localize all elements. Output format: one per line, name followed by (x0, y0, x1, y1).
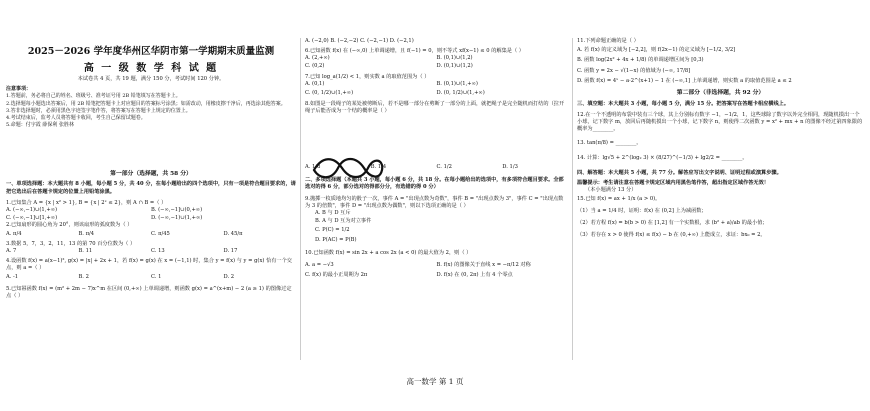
option-d: D. f(x) 在 (0, 2π) 上有 4 个零点 (436, 272, 513, 279)
question-9-option-c: C. P(C) = 1/2 (315, 226, 350, 233)
section-1-heading: 一、单项选择题：本大题共有 8 小题，每小题 5 分，共 40 分，在每小题给出的四个选项中，只有一项是符合题目要求的，请把它选出后在答题卡规定的位置上用铅笔涂黑。 (6, 181, 296, 195)
option-d: D. 17 (223, 248, 238, 255)
exam-notes (6, 86, 296, 130)
question-10-options (305, 262, 568, 269)
option-c: C. 13 (151, 248, 165, 255)
option-c: C. 1 (151, 274, 162, 281)
option-b: B. 2 (78, 274, 89, 281)
option-a: A. (0,1) (305, 80, 325, 87)
option-a: A. (2,+∞) (305, 55, 330, 62)
question-4-options (6, 274, 296, 281)
exam-meta: 本试卷共 4 页，共 19 题，满分 150 分，考试时间 120 分钟。 (77, 76, 225, 82)
question-3: 3.数据 5，7，3，2，11，13 的第 70 百分位数为（ ） (6, 240, 136, 247)
note-item: 4.考试结束后，监考人员将答题卡收回，考生自己保留试题卷。 (6, 115, 146, 121)
option-a: A. 7 (6, 248, 17, 255)
note-item: 5.命题：付宇霞 薛保利 张胜林 (6, 122, 74, 129)
column-divider (300, 38, 301, 360)
exam-subtitle: 高 一 级 数 学 科 试 题 (83, 63, 219, 74)
score-note: （本小题满分 13 分） (585, 187, 637, 194)
question-9: 9.抛掷一枚质地均匀的骰子一次，事件 A = "出现点数为奇数"，事件 B = "出现点数为 3"，事件 C = "出现点数为 3 的倍数"，事件 D = "出现点数为偶数"，则以下选项正确的是（ ） (305, 196, 564, 210)
notes-heading: 注意事项： (6, 86, 32, 92)
knot-figure (312, 150, 386, 184)
question-11-option-d: D. 函数 f(x) = 4ˣ − a·2^(x+1) − 1 在 (−∞,1] 上单调递增，则实数 a 的取值范围是 a ≤ 2 (577, 77, 792, 84)
question-8: 8.如图是一段绳子的某处被剪断后，若不是哪一部分在剪断了一部分的上面，就把绳子是完全随机而打结的（拉开绳子后能否成为一个结的概率是（ ） (305, 101, 565, 115)
question-6-options (305, 63, 568, 70)
option-b: B. 11 (78, 248, 93, 255)
option-c: C. f(x) 的最小正周期为 2π (305, 272, 368, 279)
question-1-options (6, 215, 296, 222)
option-c: C. (−∞,−1]∪[1,+∞) (6, 214, 58, 221)
column-divider (572, 38, 573, 360)
question-11-option-b: B. 函数 log(2x² + 4x + 1/8) 的单调递增区间为 [0,3) (577, 57, 704, 64)
question-10: 10.已知函数 f(x) = sin 2x + a cos 2x (a < 0) 的最大值为 2，则（ ） (305, 250, 472, 257)
section-4-heading: 四、解答题：本大题共 5 小题，共 77 分。解答应写出文字说明、证明过程或演算步骤。 (577, 169, 782, 176)
question-9-option-a: A. B 与 D 互斥 (315, 210, 351, 217)
column-1 (6, 170, 296, 300)
question-6: 6.已知函数 f(x) 在 (−∞,0) 上单调递增，且 f(−1) = 0，则不等式 xf(x−1) ≤ 0 的解集是（ ） (305, 48, 524, 55)
option-d: D. (−∞,−1)∪(1,+∞) (151, 214, 203, 221)
question-5: 5.已知幂函数 f(x) = (m² + 2m − 7)x^m 在区间 (0,+∞) 上单调递增，则函数 g(x) = a^(x+m) − 2 (a ≥ 1) 的图像过定点（ ） (6, 285, 292, 300)
option-d: D. 2 (223, 274, 235, 281)
section-2-heading: 二、多项选择题（本题共 3 小题，每小题 6 分，共 18 分。在每小题给出的选项中，有多项符合题目要求。全部选对的得 6 分，部分选对的得部分分，有选错的得 0 分） (305, 176, 564, 190)
option-d: D. 1/3 (502, 163, 518, 170)
question-13: 13. tan(π/8) = ________。 (577, 139, 642, 146)
option-a: A. π/4 (6, 231, 22, 238)
question-15-part-3: （3）若存在 x > 0 使得 f(x) ≤ f(x) − b 在 (0,+∞) 上能成立，求证：bx₀ = 2。 (577, 231, 766, 238)
column-3 (577, 38, 864, 239)
option-a: A. (−∞,−1)∪(1,+∞) (6, 207, 58, 214)
option-b: B. π/4 (78, 231, 95, 238)
option-c: C. π/45 (151, 231, 170, 238)
question-7-options (305, 90, 568, 97)
question-9-option-d: D. P(AC) = P(B) (315, 236, 357, 243)
question-12: 12.在一个不透明的布袋中装有三个球，其上分别标有数字 −1，−1/2，1，这些球除了数字以外完全相同，现随机摸出一个小球，记下数字 m，放回后再随机摸出一个小球，记下数字 n，则使得二次函数 y = x² + mx + n 的图像不经过第四象限的概率为________。 (577, 112, 863, 133)
question-11-option-a: A. 若 f(x) 的定义域为 [−2,2]，则 f(2x−1) 的定义域为 [−1/2, 3/2] (577, 47, 736, 54)
option-c: C. 1/2 (436, 163, 452, 170)
section-3-heading: 三、填空题：本大题共 3 小题，每小题 5 分，满分 15 分。把答案写在答题卡相应横线上。 (577, 100, 790, 107)
question-3-options (6, 248, 296, 255)
note-item: 2.选择题每小题选出答案后，用 2B 铅笔把答题卡上对应题目的答案标号涂黑；如需改动，用橡皮擦干净后，再选涂其他答案。 (6, 100, 286, 107)
option-d: D. 45/π (223, 231, 243, 238)
option-b: B. (0,1)∪(1,+∞) (436, 80, 478, 87)
question-11: 11.下列命题正确的是（ ） (577, 38, 639, 44)
option-b: B. 1/4 (370, 163, 387, 170)
question-1-options (6, 207, 296, 214)
note-item: 1.答题前，务必将自己的姓名、班级号、准考证号用 2B 铅笔填写在答题卡上。 (6, 93, 181, 100)
option-b: B. (0,1)∪(1,2) (436, 55, 473, 62)
question-6-options (305, 55, 568, 62)
question-2: 2.已知扇形的圆心角为 20°，则该扇形的弧度数为（ ） (6, 222, 133, 229)
note-item: 3.答非选择题时，必须用黑色字迹签字笔作答，将答案写在答题卡上规定的位置上。 (6, 107, 191, 114)
question-7: 7.已知 log_a(1/2) < 1，则实数 a 的取值范围为（ ） (305, 73, 430, 80)
part-2-heading: 第二部分（非选择题，共 92 分） (676, 89, 765, 96)
question-15-part-2: （2）若方程 f(x) = b(b > 0) 在 [1,2] 有一个实数根，求 (b² + a)/ab 的最小值； (577, 219, 768, 226)
option-c: C. (0, 1/2)∪(1,+∞) (305, 90, 354, 97)
exam-title: 2025－2026 学年度华州区华阴市第一学期期末质量监测 (27, 46, 275, 57)
question-7-options (305, 81, 568, 88)
option-d: D. (0,1)∪(1,2) (436, 62, 473, 69)
question-10-options (305, 272, 568, 279)
option-a: A. -1 (6, 274, 19, 281)
option-b: B. f(x) 的图像关于直线 x = −π/12 对称 (436, 262, 531, 269)
question-15: 15.已知 f(x) = ax + 1/x (a > 0)。 (577, 196, 661, 203)
page-footer: 高一数学 第 1 页 (406, 377, 464, 386)
part-1-heading: 第一部分（选择题，共 58 分） (110, 171, 192, 177)
option-a: A. 1/8 (305, 163, 321, 170)
question-4: 4.设函数 f(x) = a(x−1)², g(x) = |x| + 2x + 1，若 f(x) = g(x) 在 x = (−1,1) 时，集合 y = f(x) 与 y = g(x) 恰有一个交点，则 a =（ ） (6, 257, 292, 271)
option-a: A. a = −√3 (305, 262, 334, 269)
question-5-options: A. (−2,0) B. (−2,−2) C. (−2,−1) D. (−2,1) (305, 38, 414, 44)
question-2-options (6, 231, 296, 238)
question-1: 1.已知集合 A = {x | x² > 1}, B = {x | 2ˣ ≤ 2}，则 A ∩ B =（ ） (6, 199, 167, 206)
option-c: C. (0,2) (305, 62, 325, 69)
question-15-part-1: （1）当 a = 1/4 时，证明：f(x) 在 (0,2] 上为减函数； (577, 207, 707, 214)
question-11-option-c: C. 函数 y = 2x − √(1−x) 的值域为 (−∞, 17/8] (577, 67, 691, 74)
question-14: 14. 计算：lg√5 + 2^(log₂ 3) × (8/27)^(−1/3) + lg2/2 = ________。 (577, 154, 748, 161)
question-9-option-b: B. A 与 D 互为对立事件 (315, 217, 372, 224)
option-d: D. (0, 1/2)∪(1,+∞) (436, 90, 485, 97)
warm-tip: 温馨提示：考生请注意在答题卡规定区域内用黑色笔作答，超出指定区域作答无效！ (577, 180, 769, 187)
option-b: B. (−∞,−1]∪(0,+∞) (151, 207, 203, 214)
